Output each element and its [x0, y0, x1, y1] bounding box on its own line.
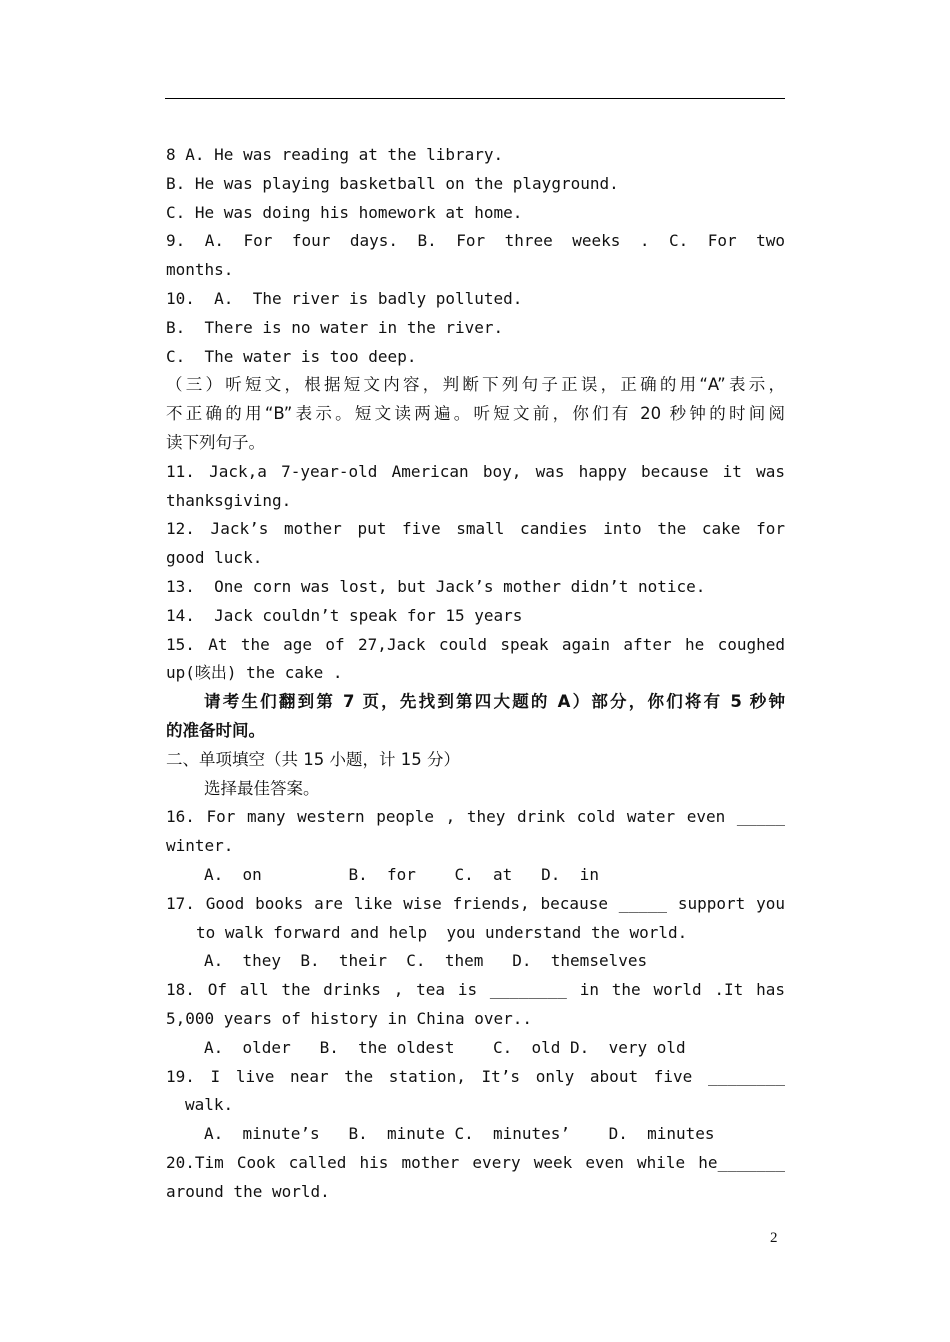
- q12-cont: good luck.: [166, 548, 263, 568]
- page-number: 2: [770, 1230, 778, 1246]
- q8-option-b: B. He was playing basketball on the playground.: [166, 173, 619, 193]
- q13: 13. One corn was lost, but Jack’s mother didn’t notice.: [166, 576, 706, 596]
- q11-cont: thanksgiving.: [166, 490, 292, 510]
- q10-option-c: C. The water is too deep.: [166, 346, 417, 366]
- q20: 20.Tim Cook called his mother every week even while he_______: [166, 1152, 785, 1172]
- q16-options: A. on B. for C. at D. in: [204, 864, 599, 884]
- q20-cont: around the world.: [166, 1181, 330, 1201]
- page-body: [166, 141, 785, 1206]
- q17-cont: to walk forward and help you understand the world.: [196, 922, 688, 942]
- q9-options: 9. A. For four days. B. For three weeks . C. For two: [166, 231, 785, 251]
- turn-page-notice-2: 的准备时间。: [166, 720, 265, 740]
- q18-options: A. older B. the oldest C. old D. very old: [204, 1037, 686, 1057]
- q12: 12. Jack’s mother put five small candies into the cake for: [166, 519, 785, 539]
- q8-option-c: C. He was doing his homework at home.: [166, 202, 523, 222]
- q10-option-b: B. There is no water in the river.: [166, 317, 504, 337]
- q19: 19. I live near the station, It’s only about five ________: [166, 1066, 785, 1086]
- q19-options: A. minute’s B. minute C. minutes’ D. minutes: [204, 1124, 715, 1144]
- q16-cont: winter.: [166, 836, 234, 856]
- section2-heading: 二、单项填空（共 15 小题，计 15 分）: [166, 749, 460, 769]
- q18: 18. Of all the drinks , tea is ________ in the world .It has: [166, 980, 785, 1000]
- section2-instruction: 选择最佳答案。: [204, 778, 320, 798]
- q15: 15. At the age of 27,Jack could speak again after he coughed: [166, 634, 785, 654]
- q19-cont: walk.: [185, 1095, 234, 1115]
- q14: 14. Jack couldn’t speak for 15 years: [166, 605, 523, 625]
- q8-option-a: 8 A. He was reading at the library.: [166, 145, 504, 164]
- section3-instruction-2: 不正确的用“B”表示。短文读两遍。听短文前，你们有 20 秒钟的时间阅: [166, 404, 785, 424]
- turn-page-notice: 请考生们翻到第 7 页，先找到第四大题的 A）部分，你们将有 5 秒钟: [204, 692, 785, 712]
- q17-options: A. they B. their C. them D. themselves: [204, 951, 648, 971]
- q18-cont: 5,000 years of history in China over..: [166, 1008, 533, 1028]
- q10-option-a: 10. A. The river is badly polluted.: [166, 288, 523, 308]
- q17: 17. Good books are like wise friends, because _____ support you: [166, 893, 785, 913]
- header-rule: [165, 98, 785, 99]
- section3-instruction-3: 读下列句子。: [166, 432, 265, 452]
- q11: 11. Jack,a 7-year-old American boy, was happy because it was: [166, 461, 785, 481]
- q16: 16. For many western people , they drink cold water even _____: [166, 807, 785, 827]
- q9-options-cont: months.: [166, 260, 234, 280]
- section3-instruction: （三）听短文，根据短文内容，判断下列句子正误，正确的用“A”表示，: [166, 375, 785, 395]
- q15-cont: up(咳出) the cake .: [166, 663, 343, 683]
